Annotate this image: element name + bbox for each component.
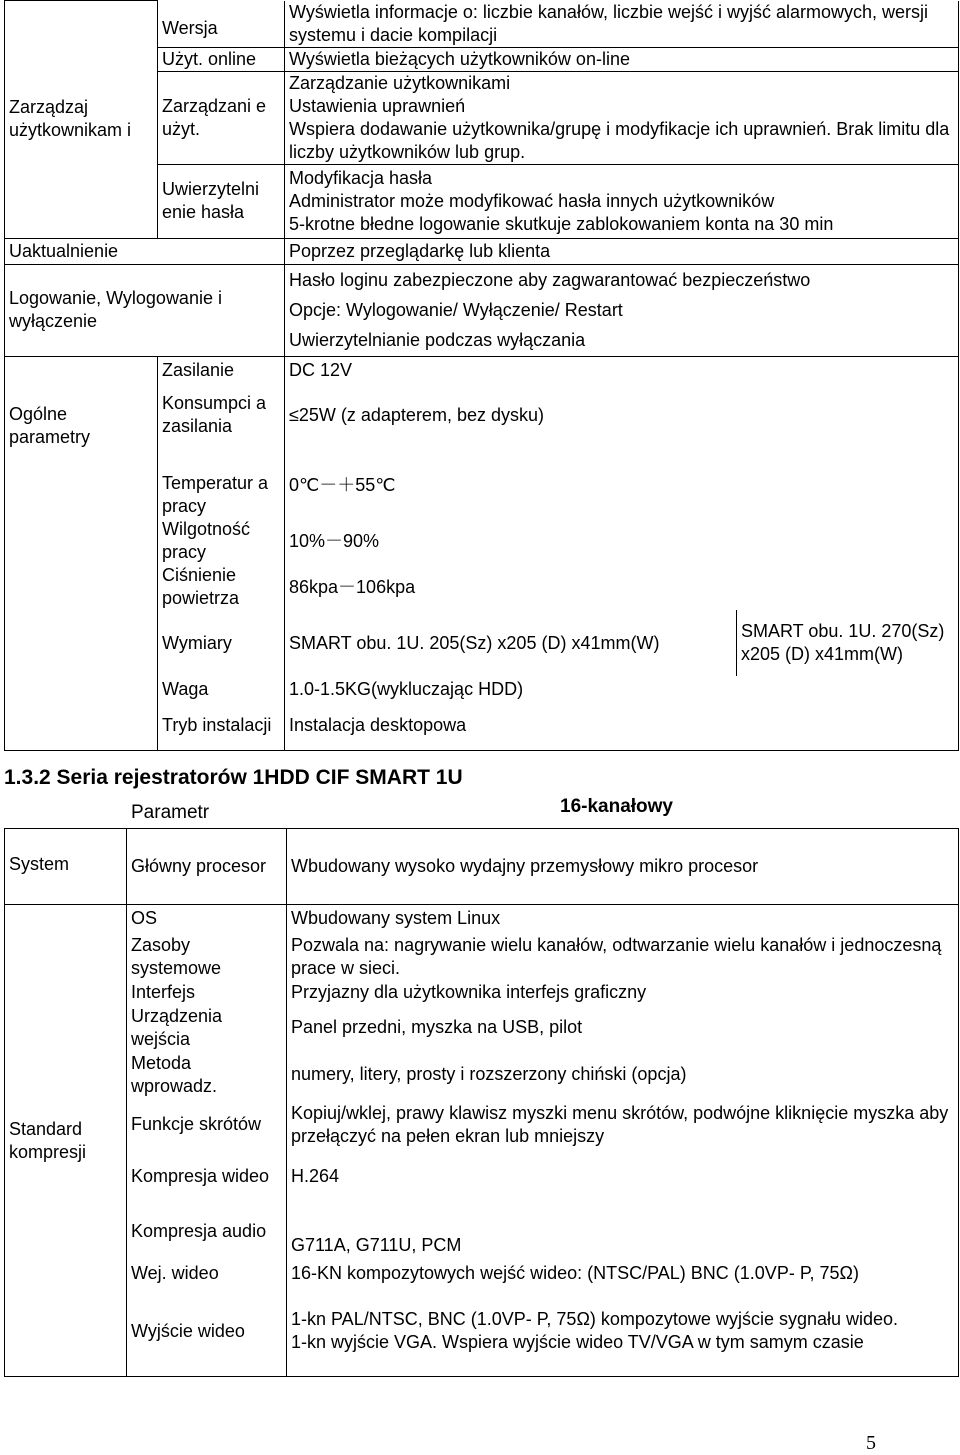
row-desc-user-management-1: Zarządzanie użytkownikami: [289, 72, 511, 93]
page-number: 5: [866, 1432, 876, 1454]
logout-desc-2: Opcje: Wylogowanie/ Wyłączenie/ Restart: [289, 300, 623, 320]
update-desc: Poprzez przeglądarkę lub klienta: [285, 238, 959, 264]
update-label: Uaktualnienie: [5, 238, 285, 264]
spec-label-cpu: Główny procesor: [127, 829, 287, 905]
spec-table-general: [4, 0, 959, 751]
temperature-label: Temperatur a pracy: [158, 446, 285, 518]
spec-value-os: Wbudowany system Linux: [287, 905, 959, 933]
dimensions-value-1: SMART obu. 1U. 205(Sz) x205 (D) x41mm(W): [285, 610, 737, 676]
logout-label: Logowanie, Wylogowanie i wyłączenie: [5, 264, 285, 356]
row-label-version: Wersja: [158, 1, 285, 48]
general-params-label: Ogólne parametry: [5, 356, 158, 750]
humidity-value: 10%－90%: [285, 518, 959, 564]
pressure-label: Ciśnienie powietrza: [158, 564, 285, 610]
row-desc-online-users: Wyświetla bieżących użytkowników on-line: [285, 47, 959, 71]
spec-label-audio-compression: Kompresja audio: [127, 1203, 287, 1261]
spec-label-input-method: Metoda wprowadz.: [127, 1051, 287, 1099]
temperature-value: 0℃－＋55℃: [285, 446, 959, 518]
compression-standard-label: Standard kompresji: [5, 905, 127, 1377]
spec-label-video-out: Wyjście wideo: [127, 1287, 287, 1377]
spec-value-video-compression: H.264: [287, 1151, 959, 1203]
logout-desc-1: Hasło loginu zabezpieczone aby zagwarantować bezpieczeństwo: [289, 270, 811, 290]
row-desc-password-auth-2: Administrator może modyfikować hasła innych użytkowników: [289, 190, 775, 211]
row-desc-password-auth-1: Modyfikacja hasła: [289, 167, 433, 188]
spec-value-audio-compression: G711A, G711U, PCM: [287, 1203, 959, 1261]
dimensions-label: Wymiary: [158, 610, 285, 676]
spec-value-input-method: numery, litery, prosty i rozszerzony chiński (opcja): [287, 1051, 959, 1099]
humidity-label: Wilgotność pracy: [158, 518, 285, 564]
system-label: System: [5, 829, 127, 905]
spec-label-interface: Interfejs: [127, 981, 287, 1005]
spec-label-video-in: Wej. wideo: [127, 1261, 287, 1287]
consumption-label: Konsumpci a zasilania: [158, 384, 285, 446]
power-label: Zasilanie: [158, 356, 285, 384]
row-desc-user-management-2: Ustawienia uprawnień: [289, 95, 466, 116]
spec-value-video-out-2: 1-kn wyjście VGA. Wspiera wyjście wideo TV/VGA w tym samym czasie: [291, 1332, 864, 1353]
spec-value-interface: Przyjazny dla użytkownika interfejs graficzny: [287, 981, 959, 1005]
install-label: Tryb instalacji: [158, 702, 285, 750]
pressure-value: 86kpa－106kpa: [285, 564, 959, 610]
weight-value: 1.0-1.5KG(wykluczając HDD): [285, 676, 959, 702]
spec-label-shortcuts: Funkcje skrótów: [127, 1099, 287, 1151]
section-title: 1.3.2 Seria rejestratorów 1HDD CIF SMART 1U: [4, 766, 463, 789]
spec-label-resources: Zasoby systemowe: [127, 933, 287, 981]
consumption-value: ≤25W (z adapterem, bez dysku): [285, 384, 959, 446]
spec-table-smart: [4, 828, 959, 1377]
spec-value-cpu: Wbudowany wysoko wydajny przemysłowy mikro procesor: [287, 829, 959, 905]
row-label-user-management: Zarządzani e użyt.: [158, 71, 285, 164]
power-value: DC 12V: [285, 356, 959, 384]
row-desc-user-management-3: Wspiera dodawanie użytkownika/grupę i modyfikacje ich uprawnień. Brak limitu dla liczby użytkowników lub grup.: [289, 118, 950, 162]
row-label-password-auth: Uwierzytelni enie hasła: [158, 164, 285, 238]
spec-value-input-devices: Panel przedni, myszka na USB, pilot: [287, 1005, 959, 1051]
row-desc-version: Wyświetla informacje o: liczbie kanałów, liczbie wejść i wyjść alarmowych, wersji systemu i dacie kompilacji: [285, 1, 959, 48]
logout-desc-3: Uwierzytelnianie podczas wyłączania: [289, 330, 586, 350]
spec-value-video-in: 16-KN kompozytowych wejść wideo: (NTSC/PAL) BNC (1.0VP- P, 75Ω): [287, 1261, 959, 1287]
weight-label: Waga: [158, 676, 285, 702]
install-value: Instalacja desktopowa: [285, 702, 959, 750]
param-header: Parametr: [131, 802, 210, 823]
spec-label-os: OS: [127, 905, 287, 933]
spec-value-shortcuts: Kopiuj/wklej, prawy klawisz myszki menu skrótów, podwójne kliknięcie myszka aby przełączyć na pełen ekran lub mniejszy: [287, 1099, 959, 1151]
dimensions-value-2: SMART obu. 1U. 270(Sz) x205 (D) x41mm(W): [737, 610, 959, 676]
channels-header: 16-kanałowy: [560, 796, 673, 817]
spec-value-resources: Pozwala na: nagrywanie wielu kanałów, odtwarzanie wielu kanałów i jednoczesną prace w sieci.: [287, 933, 959, 981]
row-desc-password-auth-3: 5-krotne błedne logowanie skutkuje zablokowaniem konta na 30 min: [289, 213, 834, 234]
row-label-online-users: Użyt. online: [158, 47, 285, 71]
spec-value-video-out-1: 1-kn PAL/NTSC, BNC (1.0VP- P, 75Ω) kompozytowe wyjście sygnału wideo.: [291, 1309, 899, 1330]
spec-label-video-compression: Kompresja wideo: [127, 1151, 287, 1203]
group-users-label: Zarządzaj użytkownikam i: [5, 1, 158, 239]
spec-label-input-devices: Urządzenia wejścia: [127, 1005, 287, 1051]
